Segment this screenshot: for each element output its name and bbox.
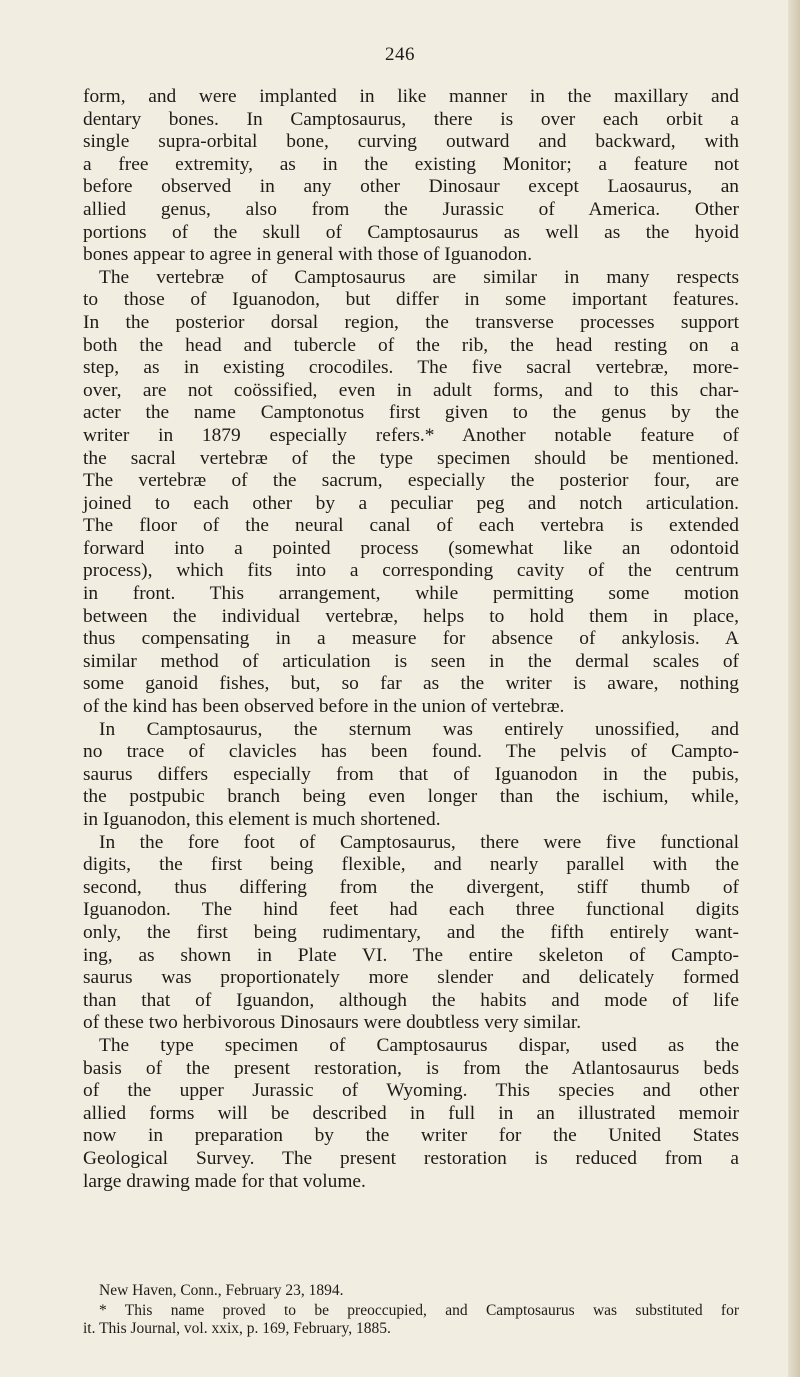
body-text bbox=[83, 86, 739, 1193]
text-line: only, the first being rudimentary, and the fifth entirely want- bbox=[83, 921, 739, 943]
text-line: writer in 1879 especially refers.* Another notable feature of bbox=[83, 424, 739, 446]
text-line: to those of Iguanodon, but differ in some important features. bbox=[83, 289, 739, 311]
text-line: dentary bones. In Camptosaurus, there is over each orbit a bbox=[83, 108, 739, 130]
text-line: no trace of clavicles has been found. The pelvis of Campto- bbox=[83, 741, 739, 763]
text-line: large drawing made for that volume. bbox=[83, 1170, 366, 1192]
text-line: between the individual vertebræ, helps to hold them in place, bbox=[83, 605, 739, 627]
text-line: of these two herbivorous Dinosaurs were doubtless very similar. bbox=[83, 1012, 582, 1034]
text-line: a free extremity, as in the existing Monitor; a feature not bbox=[83, 153, 739, 175]
text-line: in Iguanodon, this element is much shortened. bbox=[83, 809, 441, 830]
text-line: allied genus, also from the Jurassic of America. Other bbox=[83, 198, 739, 220]
text-line: step, as in existing crocodiles. The five sacral vertebræ, more- bbox=[83, 357, 739, 379]
text-line: over, are not coössified, even in adult forms, and to this char- bbox=[83, 379, 739, 401]
text-line: thus compensating in a measure for absence of ankylosis. A bbox=[83, 628, 739, 650]
text-line: basis of the present restoration, is from the Atlantosaurus beds bbox=[83, 1057, 739, 1079]
text-line: The vertebræ of Camptosaurus are similar in many respects bbox=[99, 266, 739, 288]
footnote bbox=[83, 1302, 739, 1338]
text-line: single supra-orbital bone, curving outward and backward, with bbox=[83, 131, 739, 153]
text-line: ing, as shown in Plate VI. The entire skeleton of Campto- bbox=[83, 944, 739, 966]
text-line: second, thus differing from the divergent, stiff thumb of bbox=[83, 876, 739, 898]
text-line: of the kind has been observed before in the union of vertebræ. bbox=[83, 696, 565, 718]
footnote-line: * This name proved to be preoccupied, and Camptosaurus was substituted for bbox=[99, 1302, 739, 1319]
footnote-line: it. This Journal, vol. xxix, p. 169, February, 1885. bbox=[83, 1320, 391, 1337]
text-line: digits, the first being flexible, and nearly parallel with the bbox=[83, 854, 739, 876]
text-line: of the upper Jurassic of Wyoming. This species and other bbox=[83, 1080, 739, 1102]
text-line: In the fore foot of Camptosaurus, there were five functional bbox=[99, 831, 739, 853]
text-line: The floor of the neural canal of each vertebra is extended bbox=[83, 515, 739, 537]
page-number: 246 bbox=[385, 44, 415, 65]
page-edge-shadow bbox=[788, 0, 800, 1377]
text-line: In Camptosaurus, the sternum was entirely unossified, and bbox=[99, 718, 739, 740]
text-line: joined to each other by a peculiar peg and notch articulation. bbox=[83, 492, 739, 514]
dateline: New Haven, Conn., February 23, 1894. bbox=[99, 1282, 344, 1299]
text-line: the sacral vertebræ of the type specimen should be mentioned. bbox=[83, 447, 739, 469]
text-line: in front. This arrangement, while permitting some motion bbox=[83, 583, 739, 605]
text-line: some ganoid fishes, but, so far as the writer is aware, nothing bbox=[83, 673, 739, 695]
text-line: saurus was proportionately more slender and delicately formed bbox=[83, 967, 739, 989]
text-line: both the head and tubercle of the rib, the head resting on a bbox=[83, 334, 739, 356]
text-line: saurus differs especially from that of Iguanodon in the pubis, bbox=[83, 763, 739, 785]
text-line: In the posterior dorsal region, the transverse processes support bbox=[83, 311, 739, 333]
text-line: allied forms will be described in full in an illustrated memoir bbox=[83, 1102, 739, 1124]
text-line: Iguanodon. The hind feet had each three functional digits bbox=[83, 899, 739, 921]
text-line: before observed in any other Dinosaur except Laosaurus, an bbox=[83, 176, 739, 198]
text-line: process), which fits into a corresponding cavity of the centrum bbox=[83, 560, 739, 582]
text-line: form, and were implanted in like manner in the maxillary and bbox=[83, 86, 739, 107]
text-line: similar method of articulation is seen in the dermal scales of bbox=[83, 650, 739, 672]
text-line: Geological Survey. The present restoration is reduced from a bbox=[83, 1147, 739, 1169]
text-line: portions of the skull of Camptosaurus as well as the hyoid bbox=[83, 221, 739, 243]
text-line: acter the name Camptonotus first given to the genus by the bbox=[83, 402, 739, 424]
text-line: The type specimen of Camptosaurus dispar, used as the bbox=[99, 1034, 739, 1056]
text-line: forward into a pointed process (somewhat like an odontoid bbox=[83, 537, 739, 559]
text-line: The vertebræ of the sacrum, especially the posterior four, are bbox=[83, 470, 739, 492]
text-line: bones appear to agree in general with those of Iguanodon. bbox=[83, 244, 533, 266]
text-line: the postpubic branch being even longer than the ischium, while, bbox=[83, 786, 739, 808]
text-line: than that of Iguandon, although the habits and mode of life bbox=[83, 989, 739, 1011]
text-line: now in preparation by the writer for the United States bbox=[83, 1125, 739, 1147]
